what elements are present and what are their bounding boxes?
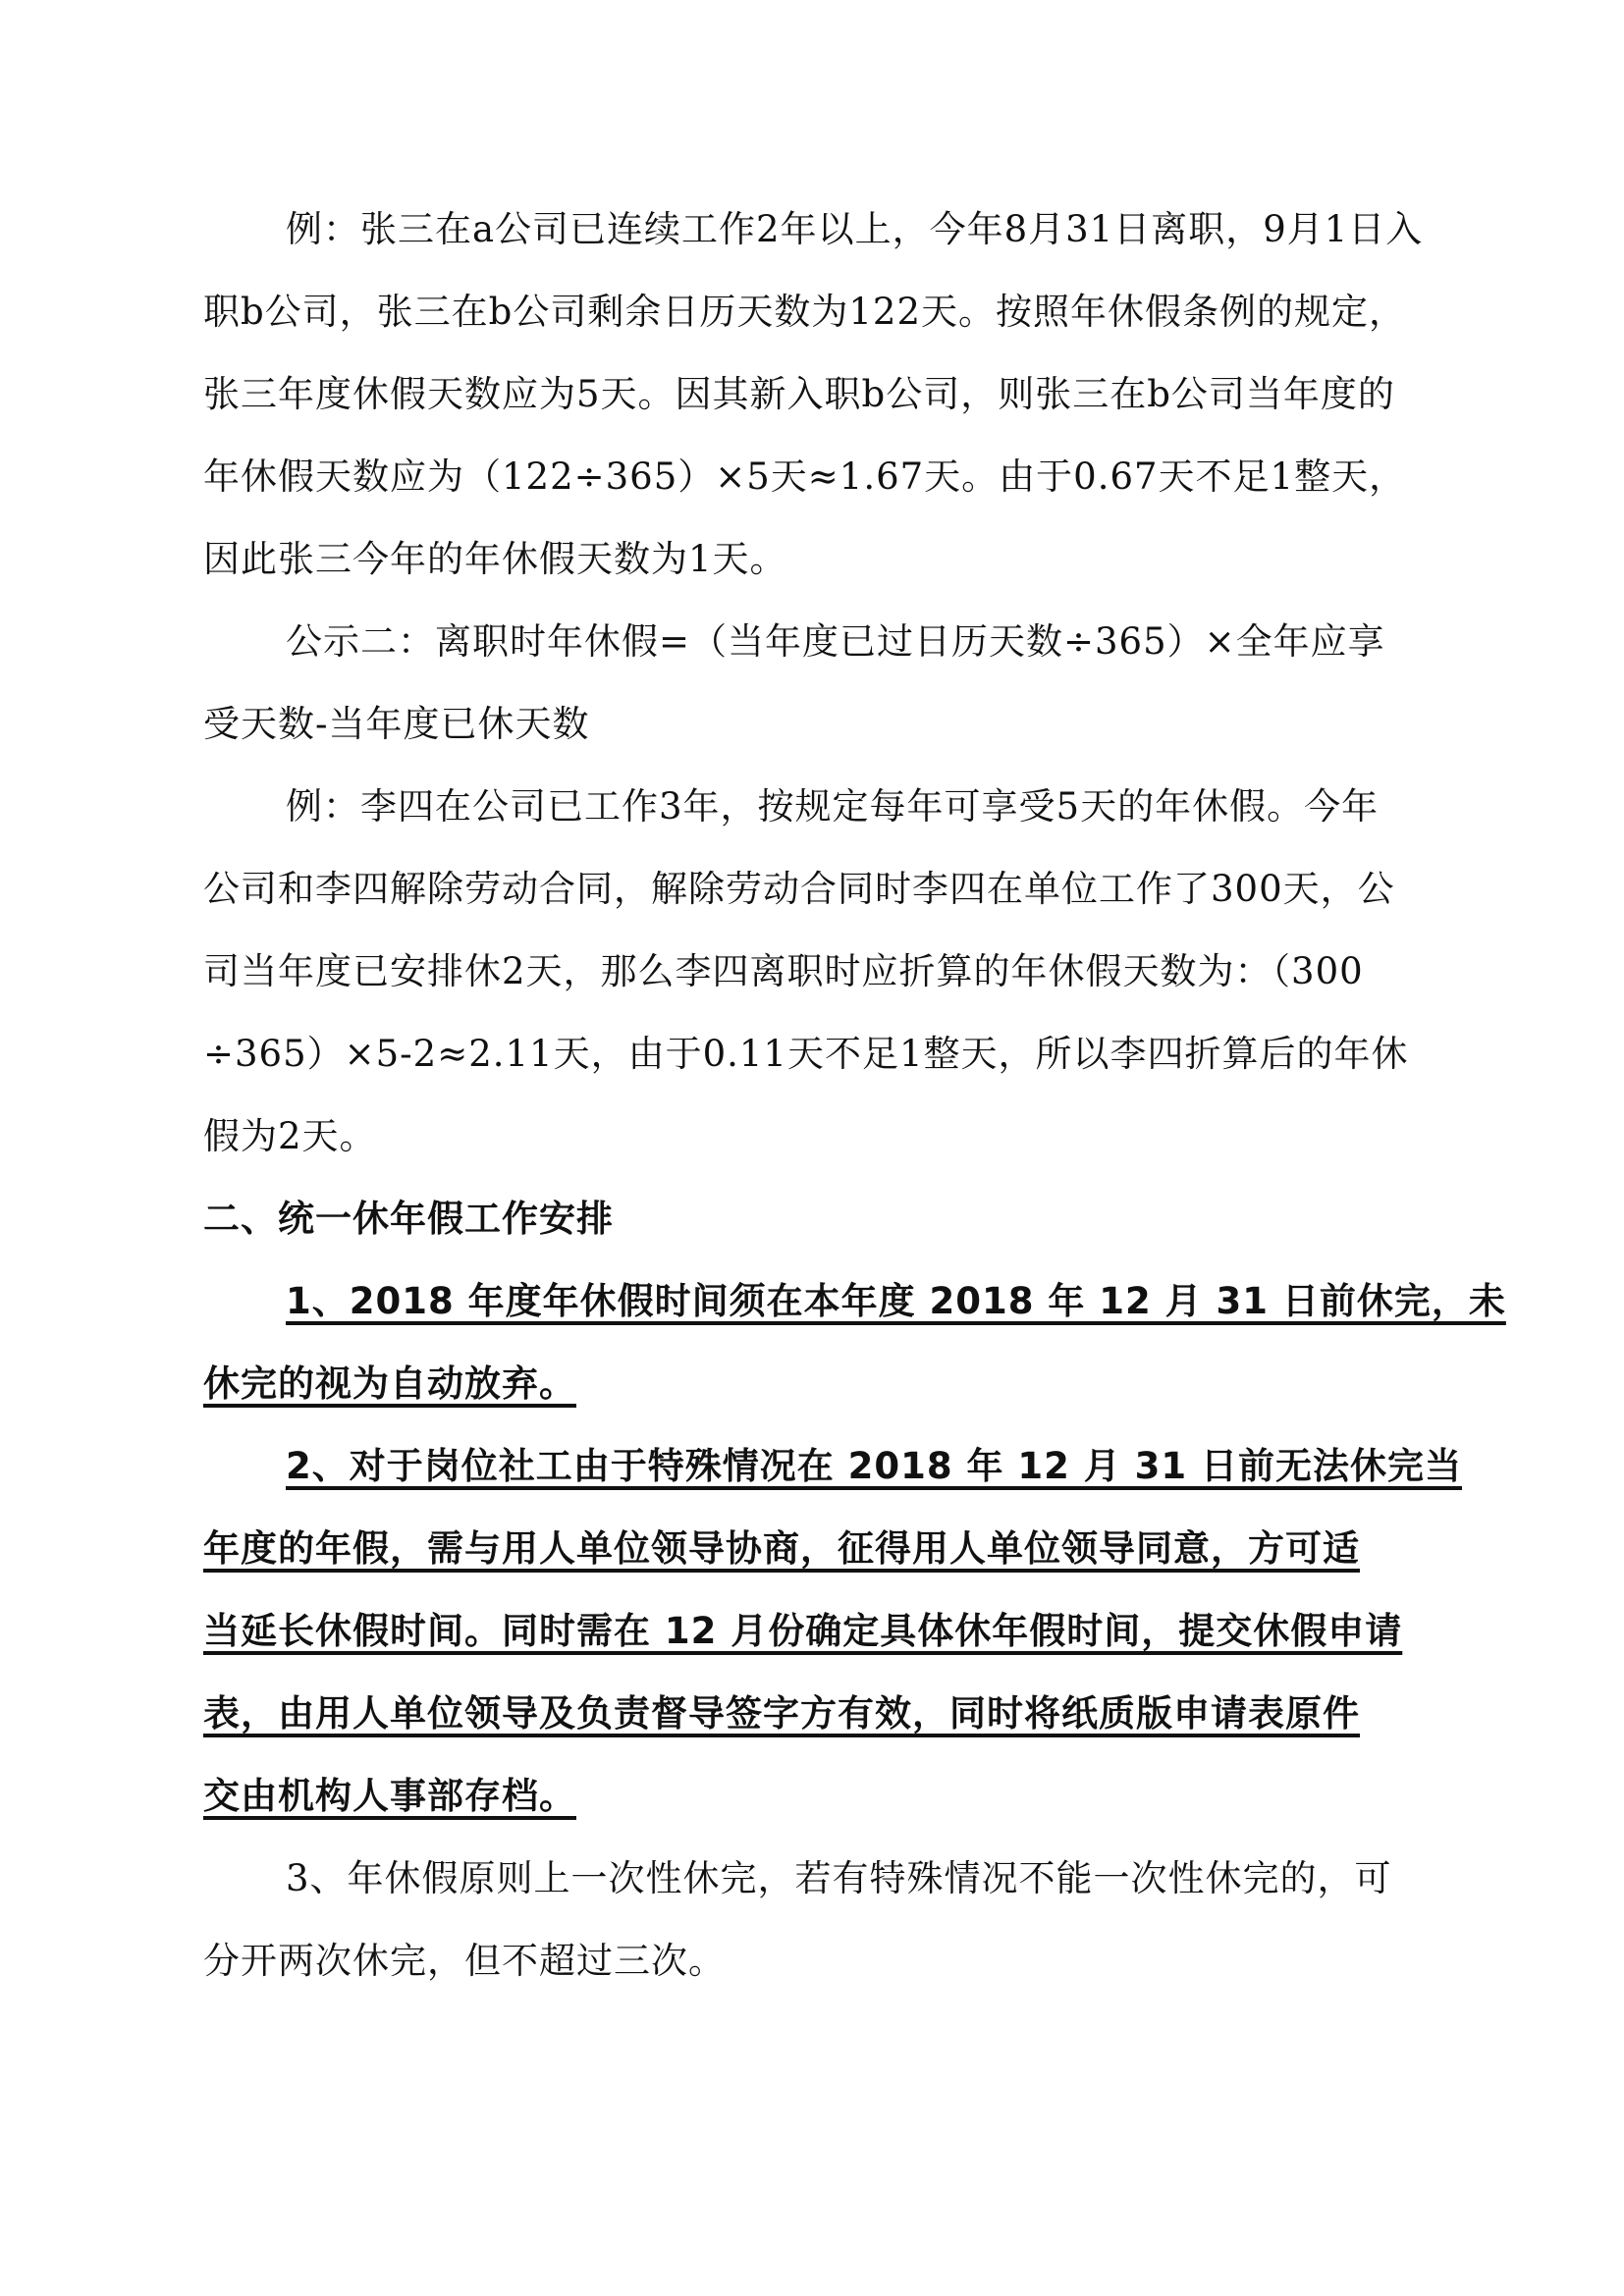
text-line: 年休假天数应为（122÷365）×5天≈1.67天。由于0.67天不足1整天，: [203, 455, 1407, 498]
text-line: 例：张三在a公司已连续工作2年以上，今年8月31日离职，9月1日入: [286, 208, 1424, 250]
text-line: 例：李四在公司已工作3年，按规定每年可享受5天的年休假。今年: [286, 785, 1380, 828]
text-line: 1、2018 年度年休假时间须在本年度 2018 年 12 月 31 日前休完，未: [286, 1280, 1506, 1322]
text-line: 张三年度休假天数应为5天。因其新入职b公司，则张三在b公司当年度的: [203, 373, 1395, 415]
text-line: ÷365）×5-2≈2.11天，由于0.11天不足1整天，所以李四折算后的年休: [203, 1033, 1409, 1075]
text-line: 职b公司，张三在b公司剩余日历天数为122天。按照年休假条例的规定，: [203, 291, 1406, 333]
text-line: 公示二：离职时年休假=（当年度已过日历天数÷365）×全年应享: [286, 620, 1385, 663]
text-line: 分开两次休完，但不超过三次。: [203, 1940, 726, 1982]
text-line: 受天数-当年度已休天数: [203, 703, 590, 745]
underlined-text: 交由机构人事部存档。: [203, 1775, 576, 1817]
text-line: 2、对于岗位社工由于特殊情况在 2018 年 12 月 31 日前无法休完当: [286, 1445, 1462, 1487]
text-line: [203, 1361, 1417, 1408]
text-line: 假为2天。: [203, 1115, 377, 1157]
text-line: 因此张三今年的年休假天数为1天。: [203, 538, 787, 580]
text-line: 表，由用人单位领导及负责督导签字方有效，同时将纸质版申请表原件: [203, 1692, 1360, 1735]
text-line: 年度的年假，需与用人单位领导协商，征得用人单位领导同意，方可适: [203, 1527, 1360, 1570]
text-line: [203, 1773, 1417, 1820]
text-line: 司当年度已安排休2天，那么李四离职时应折算的年休假天数为：（300: [203, 950, 1364, 992]
underlined-text: 休完的视为自动放弃。: [203, 1362, 576, 1405]
text-line: 3、年休假原则上一次性休完，若有特殊情况不能一次性休完的，可: [286, 1857, 1392, 1899]
text-line: 公司和李四解除劳动合同，解除劳动合同时李四在单位工作了300天，公: [203, 868, 1395, 910]
text-line: 当延长休假时间。同时需在 12 月份确定具体休年假时间，提交休假申请: [203, 1610, 1403, 1652]
section-heading: 二、统一休年假工作安排: [203, 1198, 614, 1240]
